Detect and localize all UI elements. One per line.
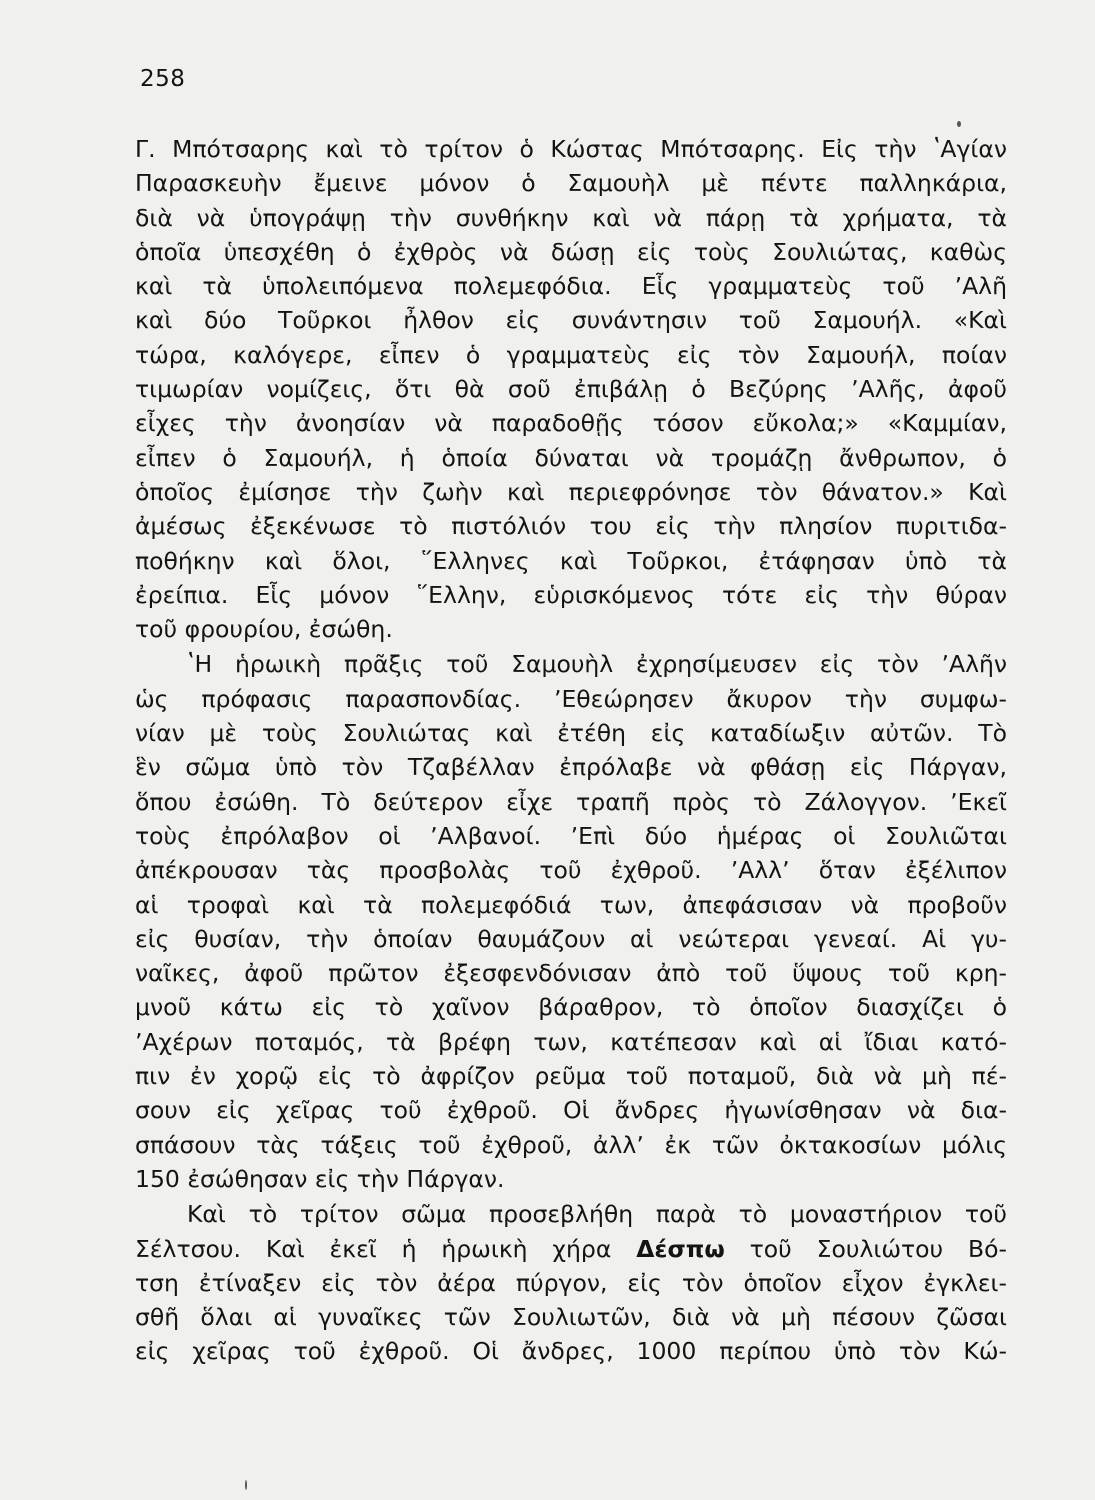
- text-line: τοῦ φρουρίου, ἐσώθη.: [135, 615, 393, 644]
- paper-speck: [245, 1480, 247, 1490]
- text-line: καὶ τὰ ὑπολειπόμενα πολεμεφόδια. Εἷς γραμματεὺς τοῦ ʼΑλῆ: [135, 272, 1007, 301]
- paper-speck: [957, 121, 961, 127]
- text-line: σπάσουν τὰς τάξεις τοῦ ἐχθροῦ, ἀλλʼ ἐκ τῶν ὀκτακοσίων μόλις: [135, 1130, 1007, 1159]
- text-line: τση ἐτίναξεν εἰς τὸν ἀέρα πύργον, εἰς τὸν ὁποῖον εἶχον ἐγκλει-: [135, 1268, 1007, 1297]
- text-line: ὁποῖος ἐμίσησε τὴν ζωὴν καὶ περιεφρόνησε τὸν θάνατον.» Καὶ: [135, 477, 1007, 506]
- text-line: εἶπεν ὁ Σαμουήλ, ἡ ὁποία δύναται νὰ τρομάζῃ ἄνθρωπον, ὁ: [135, 443, 1007, 472]
- text-line: εἶχες τὴν ἀνοησίαν νὰ παραδοθῇς τόσον εὔκολα;» «Καμμίαν,: [135, 409, 1007, 438]
- text-line: ὁποῖα ὑπεσχέθη ὁ ἐχθρὸς νὰ δώσῃ εἰς τοὺς Σουλιώτας, καθὼς: [135, 237, 1007, 266]
- text-line: ποθήκην καὶ ὅλοι, ῞Ελληνες καὶ Τοῦρκοι, ἐτάφησαν ὑπὸ τὰ: [135, 546, 1007, 575]
- body-text: [135, 132, 1007, 1369]
- text-line: ἀμέσως ἐξεκένωσε τὸ πιστόλιόν του εἰς τὴν πλησίον πυριτιδα-: [135, 512, 1007, 541]
- text-line: ἓν σῶμα ὑπὸ τὸν Τζαβέλλαν ἐπρόλαβε νὰ φθάσῃ εἰς Πάργαν,: [135, 753, 1007, 782]
- emphasized-name: Δέσπω: [636, 1234, 725, 1263]
- text-line: τιμωρίαν νομίζεις, ὅτι θὰ σοῦ ἐπιβάλῃ ὁ Βεζύρης ʼΑλῆς, ἀφοῦ: [135, 375, 1007, 404]
- text-line: πιν ἐν χορῷ εἰς τὸ ἀφρίζον ρεῦμα τοῦ ποταμοῦ, διὰ νὰ μὴ πέ-: [135, 1062, 1007, 1091]
- text-line: μνοῦ κάτω εἰς τὸ χαῖνον βάραθρον, τὸ ὁποῖον διασχίζει ὁ: [135, 993, 1007, 1022]
- text-line: ʽΗ ἡρωικὴ πρᾶξις τοῦ Σαμουὴλ ἐχρησίμευσεν εἰς τὸν ʼΑλῆν: [187, 650, 1007, 679]
- text-line: εἰς χεῖρας τοῦ ἐχθροῦ. Οἱ ἄνδρες, 1000 περίπου ὑπὸ τὸν Κώ-: [135, 1337, 1007, 1366]
- text-line: 150 ἐσώθησαν εἰς τὴν Πάργαν.: [135, 1164, 505, 1193]
- paragraph: [135, 132, 1007, 646]
- text-line: τώρα, καλόγερε, εἶπεν ὁ γραμματεὺς εἰς τὸν Σαμουήλ, ποίαν: [135, 340, 1007, 369]
- text-line: ναῖκες, ἀφοῦ πρῶτον ἐξεσφενδόνισαν ἀπὸ τοῦ ὕψους τοῦ κρη-: [135, 959, 1007, 988]
- paragraph: [135, 647, 1007, 1196]
- text-line: νίαν μὲ τοὺς Σουλιώτας καὶ ἐτέθη εἰς καταδίωξιν αὐτῶν. Τὸ: [135, 719, 1007, 748]
- text-line: καὶ δύο Τοῦρκοι ἦλθον εἰς συνάντησιν τοῦ Σαμουήλ. «Καὶ: [135, 306, 1007, 335]
- paragraph: [135, 1197, 1007, 1368]
- text-line: ἐρείπια. Εἷς μόνον ῞Ελλην, εὑρισκόμενος τότε εἰς τὴν θύραν: [135, 580, 1007, 609]
- text-line-with-name: [135, 1232, 1007, 1266]
- text-line: ὡς πρόφασις παρασπονδίας. ʼΕθεώρησεν ἄκυρον τὴν συμφω-: [135, 684, 1007, 713]
- text-fragment: Σέλτσου. Καὶ ἐκεῖ ἡ ἡρωικὴ χήρα: [135, 1234, 612, 1263]
- text-line: ὅπου ἐσώθη. Τὸ δεύτερον εἶχε τραπῆ πρὸς τὸ Ζάλογγον. ʼΕκεῖ: [135, 787, 1007, 816]
- text-line: Γ. Μπότσαρης καὶ τὸ τρίτον ὁ Κώστας Μπότσαρης. Εἰς τὴν ʽΑγίαν: [135, 135, 1007, 163]
- text-line: ʼΑχέρων ποταμός, τὰ βρέφη των, κατέπεσαν καὶ αἱ ἴδιαι κατό-: [135, 1027, 1007, 1056]
- text-line: εἰς θυσίαν, τὴν ὁποίαν θαυμάζουν αἱ νεώτεραι γενεαί. Αἱ γυ-: [135, 924, 1007, 953]
- page-number: 258: [140, 66, 186, 92]
- text-line: Καὶ τὸ τρίτον σῶμα προσεβλήθη παρὰ τὸ μοναστήριον τοῦ: [187, 1200, 1007, 1229]
- text-line: σουν εἰς χεῖρας τοῦ ἐχθροῦ. Οἱ ἄνδρες ἠγωνίσθησαν νὰ δια-: [135, 1096, 1007, 1125]
- text-line: σθῆ ὅλαι αἱ γυναῖκες τῶν Σουλιωτῶν, διὰ νὰ μὴ πέσουν ζῶσαι: [135, 1303, 1007, 1332]
- text-line: τοὺς ἐπρόλαβον οἱ ʼΑλβανοί. ʼΕπὶ δύο ἡμέρας οἱ Σουλιῶται: [135, 821, 1007, 850]
- text-fragment: τοῦ Σουλιώτου Βό-: [749, 1234, 1007, 1263]
- text-line: διὰ νὰ ὑπογράψῃ τὴν συνθήκην καὶ νὰ πάρῃ τὰ χρήματα, τὰ: [135, 203, 1007, 232]
- text-line: Παρασκευὴν ἔμεινε μόνον ὁ Σαμουὴλ μὲ πέντε παλληκάρια,: [135, 169, 1007, 198]
- text-line: αἱ τροφαὶ καὶ τὰ πολεμεφόδιά των, ἀπεφάσισαν νὰ προβοῦν: [135, 890, 1007, 919]
- text-line: ἀπέκρουσαν τὰς προσβολὰς τοῦ ἐχθροῦ. ʼΑλλʼ ὅταν ἐξέλιπον: [135, 856, 1007, 885]
